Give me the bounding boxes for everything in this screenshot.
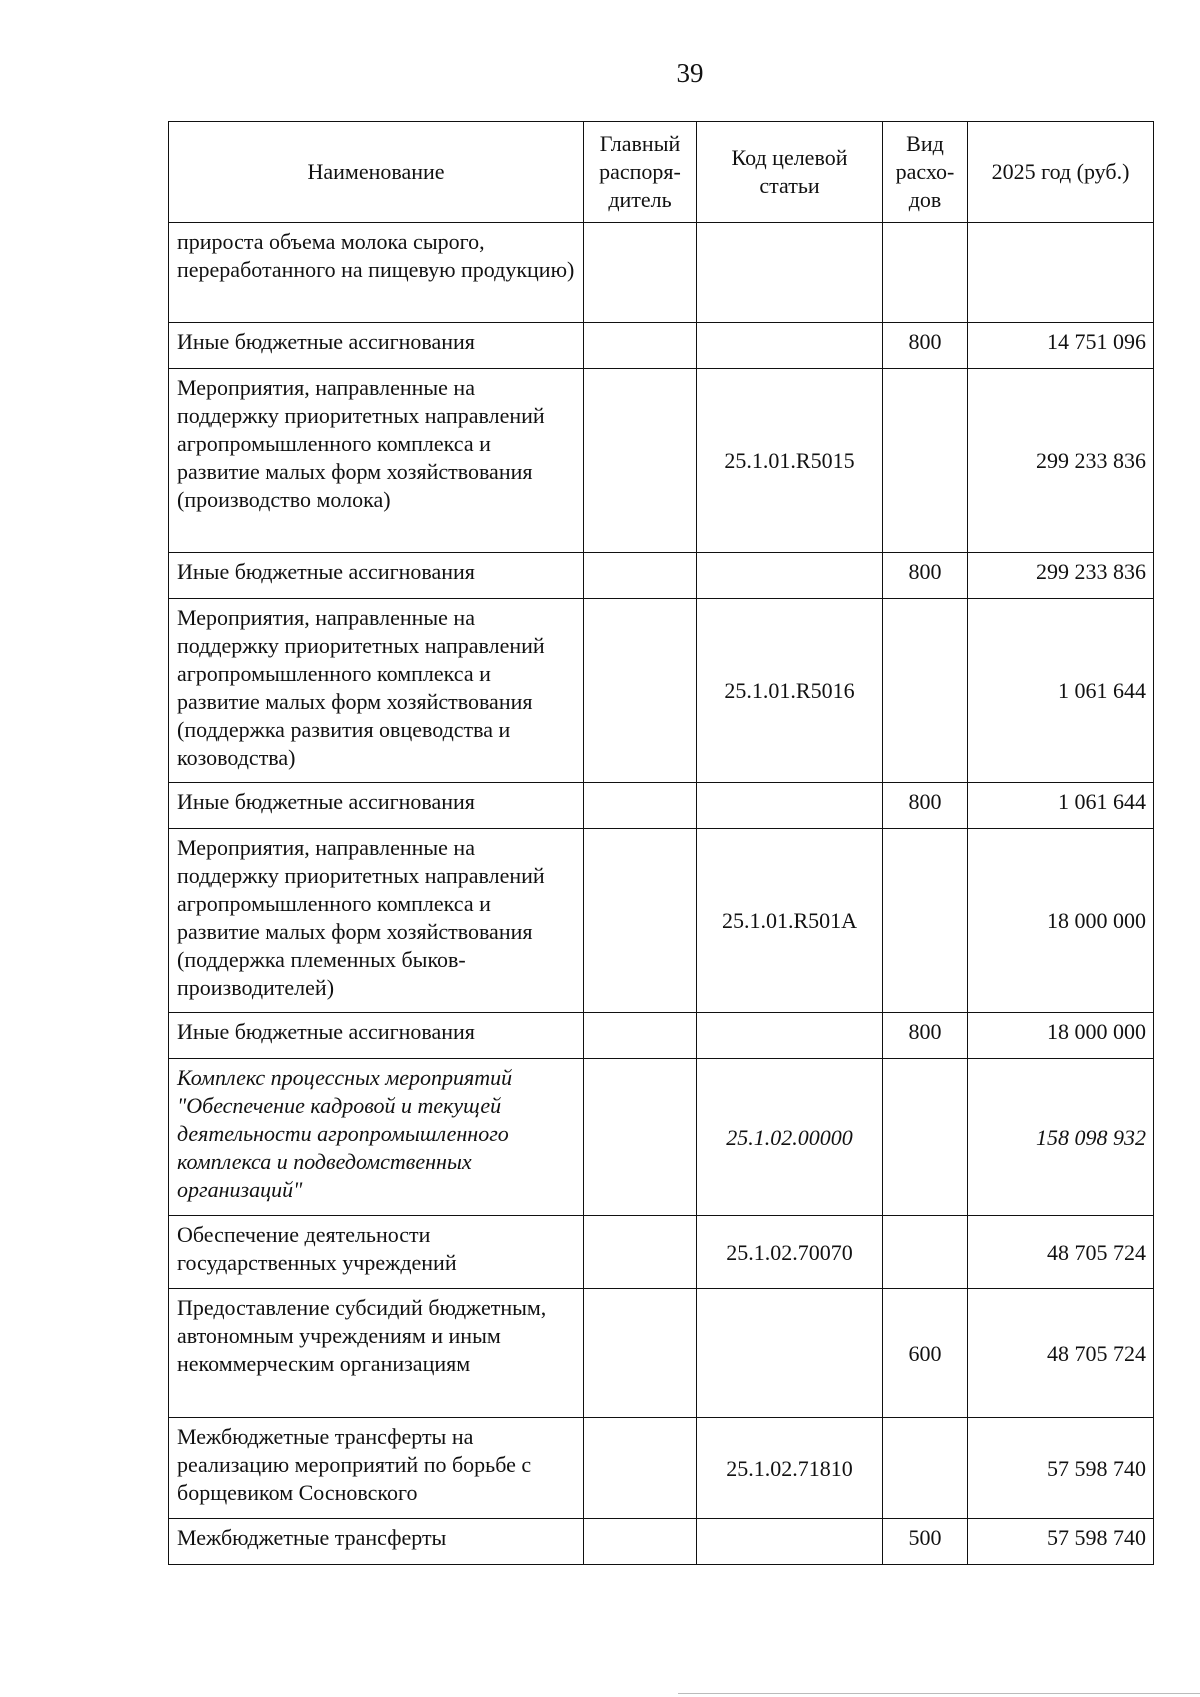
row-code: 25.1.01.R501A [697, 829, 883, 1013]
budget-table [168, 121, 1154, 1565]
header-code: Код целевой статьи [697, 122, 883, 223]
row-amount: 14 751 096 [968, 323, 1154, 369]
row-name: Обеспечение деятельности государственных учреждений [169, 1216, 584, 1289]
bottom-divider [678, 1693, 1200, 1694]
table-row [169, 553, 1154, 599]
row-expense-type [883, 369, 968, 553]
row-administrator [584, 223, 697, 323]
row-expense-type: 800 [883, 783, 968, 829]
header-expense-type: Вид расхо-дов [883, 122, 968, 223]
row-code [697, 783, 883, 829]
table-row [169, 223, 1154, 323]
row-name: Комплекс процессных мероприятий "Обеспечение кадровой и текущей деятельности агропромышленного комплекса и подведомственных организаций" [169, 1059, 584, 1216]
row-expense-type: 800 [883, 553, 968, 599]
row-expense-type: 600 [883, 1289, 968, 1418]
row-name: Межбюджетные трансферты на реализацию мероприятий по борьбе с борщевиком Сосновского [169, 1418, 584, 1519]
table-row [169, 829, 1154, 1013]
row-code [697, 223, 883, 323]
row-amount: 57 598 740 [968, 1519, 1154, 1565]
row-code: 25.1.01.R5016 [697, 599, 883, 783]
row-amount [968, 223, 1154, 323]
row-name: Мероприятия, направленные на поддержку приоритетных направлений агропромышленного комплекса и развитие малых форм хозяйствования (производство молока) [169, 369, 584, 553]
row-amount: 18 000 000 [968, 829, 1154, 1013]
row-administrator [584, 829, 697, 1013]
header-name: Наименование [169, 122, 584, 223]
row-code [697, 1519, 883, 1565]
row-expense-type [883, 1059, 968, 1216]
row-name: Иные бюджетные ассигнования [169, 553, 584, 599]
row-expense-type [883, 829, 968, 1013]
row-code: 25.1.02.71810 [697, 1418, 883, 1519]
table-row [169, 369, 1154, 553]
table-row [169, 1519, 1154, 1565]
row-expense-type: 800 [883, 323, 968, 369]
row-amount: 48 705 724 [968, 1216, 1154, 1289]
table-row [169, 783, 1154, 829]
row-administrator [584, 1013, 697, 1059]
row-code [697, 1289, 883, 1418]
row-name: Иные бюджетные ассигнования [169, 783, 584, 829]
table-row [169, 1013, 1154, 1059]
row-amount: 48 705 724 [968, 1289, 1154, 1418]
row-expense-type [883, 223, 968, 323]
row-administrator [584, 1216, 697, 1289]
row-amount: 299 233 836 [968, 369, 1154, 553]
row-amount: 299 233 836 [968, 553, 1154, 599]
table-row [169, 323, 1154, 369]
row-code: 25.1.02.00000 [697, 1059, 883, 1216]
row-administrator [584, 553, 697, 599]
header-administrator: Главный распоря-дитель [584, 122, 697, 223]
row-code [697, 323, 883, 369]
row-name: Межбюджетные трансферты [169, 1519, 584, 1565]
row-expense-type: 800 [883, 1013, 968, 1059]
row-code [697, 1013, 883, 1059]
table-header-row [169, 122, 1154, 223]
table-row [169, 1059, 1154, 1216]
row-name: Мероприятия, направленные на поддержку приоритетных направлений агропромышленного комплекса и развитие малых форм хозяйствования (поддержка развития овцеводства и козоводства) [169, 599, 584, 783]
row-administrator [584, 1289, 697, 1418]
row-administrator [584, 783, 697, 829]
row-expense-type: 500 [883, 1519, 968, 1565]
row-name: Мероприятия, направленные на поддержку приоритетных направлений агропромышленного комплекса и развитие малых форм хозяйствования (поддержка племенных быков-производителей) [169, 829, 584, 1013]
row-amount: 1 061 644 [968, 783, 1154, 829]
row-expense-type [883, 1216, 968, 1289]
row-code [697, 553, 883, 599]
row-expense-type [883, 599, 968, 783]
row-name: прироста объема молока сырого, переработанного на пищевую продукцию) [169, 223, 584, 323]
row-code: 25.1.01.R5015 [697, 369, 883, 553]
row-amount: 1 061 644 [968, 599, 1154, 783]
row-administrator [584, 1418, 697, 1519]
row-administrator [584, 1519, 697, 1565]
row-administrator [584, 323, 697, 369]
header-amount: 2025 год (руб.) [968, 122, 1154, 223]
row-name: Иные бюджетные ассигнования [169, 323, 584, 369]
table-row [169, 1289, 1154, 1418]
row-name: Иные бюджетные ассигнования [169, 1013, 584, 1059]
row-administrator [584, 369, 697, 553]
row-name: Предоставление субсидий бюджетным, автономным учреждениям и иным некоммерческим организациям [169, 1289, 584, 1418]
row-administrator [584, 599, 697, 783]
page-number: 39 [676, 58, 704, 88]
row-amount: 18 000 000 [968, 1013, 1154, 1059]
table-row [169, 599, 1154, 783]
row-code: 25.1.02.70070 [697, 1216, 883, 1289]
table-row [169, 1216, 1154, 1289]
row-expense-type [883, 1418, 968, 1519]
row-amount: 158 098 932 [968, 1059, 1154, 1216]
row-administrator [584, 1059, 697, 1216]
row-amount: 57 598 740 [968, 1418, 1154, 1519]
table-row [169, 1418, 1154, 1519]
